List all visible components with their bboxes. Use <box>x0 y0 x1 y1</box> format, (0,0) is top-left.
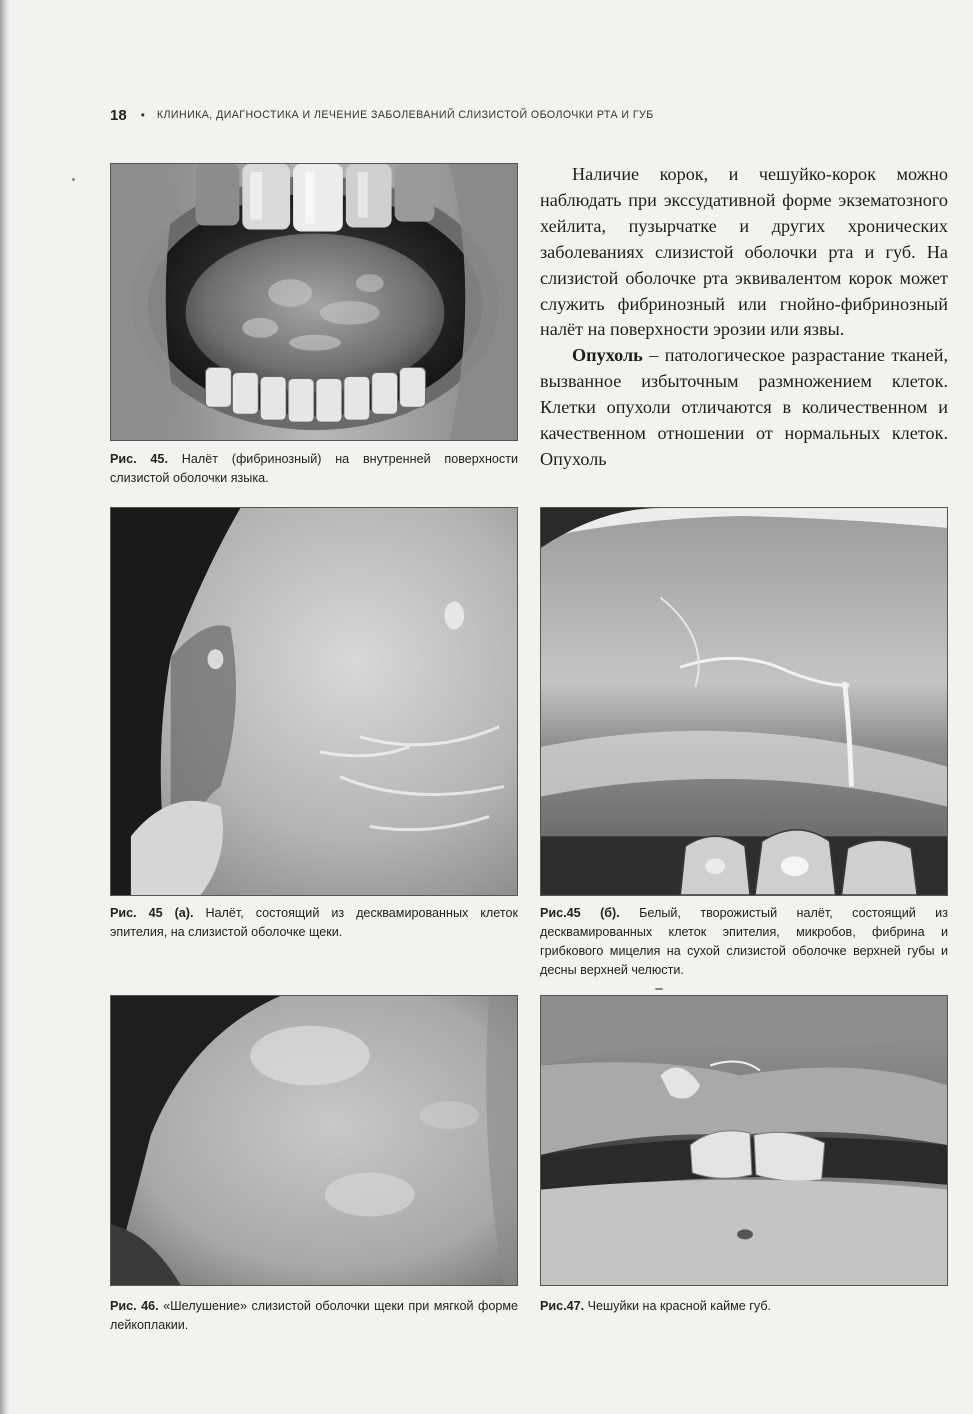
running-header <box>110 104 950 126</box>
figure-45b-label: Рис.45 (б). <box>540 906 620 920</box>
figure-46-image <box>111 996 517 1285</box>
figure-45a-text: Налёт, состоящий из десквамированных клеток эпителия, на слизистой оболочке щеки. <box>110 906 519 939</box>
figure-45a-label: Рис. 45 (а). <box>110 906 194 920</box>
figure-47-caption <box>540 1297 948 1316</box>
figure-45-text: Налёт (фибринозный) на внутренней поверхности слизистой оболочки языка. <box>110 452 519 485</box>
scan-speck <box>655 988 663 990</box>
figure-45a-caption <box>110 904 518 942</box>
body-paragraph-1: Наличие корок, и чешуйко-корок можно наблюдать при экссудативной форме экзематозного хейлита, пузырчатке и других хронических заболеваниях слизистой оболочки рта и губ. На слизистой оболочке рта эквивалентом корок может служить фибринозный или гнойно-фибринозный налёт на поверхности эрозии или язвы. <box>540 164 948 340</box>
figure-45a-photo <box>110 507 518 896</box>
figure-46-caption <box>110 1297 518 1335</box>
figure-47-label: Рис.47. <box>540 1299 585 1313</box>
figure-45b-photo <box>540 507 948 896</box>
figure-46-text: «Шелушение» слизистой оболочки щеки при мягкой форме лейкоплакии. <box>110 1299 519 1332</box>
figure-45-label: Рис. 45. <box>110 452 168 466</box>
figure-45-image <box>111 164 517 440</box>
running-title: КЛИНИКА, ДИАГНОСТИКА И ЛЕЧЕНИЕ ЗАБОЛЕВАНИЙ СЛИЗИСТОЙ ОБОЛОЧКИ РТА И ГУБ <box>156 109 654 121</box>
body-text <box>540 162 948 473</box>
figure-45-caption <box>110 450 518 488</box>
figure-45-photo <box>110 163 518 441</box>
figure-47-photo <box>540 995 948 1286</box>
body-paragraph-2 <box>540 343 948 473</box>
scan-speck <box>72 178 75 181</box>
term-tumor: Опухоль <box>572 345 643 366</box>
page-number: 18 <box>110 106 127 124</box>
figure-46-label: Рис. 46. <box>110 1299 159 1313</box>
scan-edge-shadow <box>0 0 10 1414</box>
figure-45a-image <box>111 508 517 895</box>
figure-45b-image <box>541 508 947 895</box>
header-bullet: • <box>140 108 145 122</box>
body-paragraph-2-text: – патологическое разрастание тканей, вызванное избыточным размножением клеток. Клетки опухоли отличаются в количественном и качественном отношении от нормальных клеток. Опухоль <box>540 345 948 469</box>
figure-45b-caption <box>540 904 948 980</box>
figure-47-image <box>541 996 947 1285</box>
figure-46-photo <box>110 995 518 1286</box>
figure-45b-text: Белый, творожистый налёт, состоящий из десквамированных клеток эпителия, микробов, фибрина и грибкового мицелия на сухой слизистой оболочке верхней губы и десны верхней челюсти. <box>540 906 948 977</box>
figure-47-text: Чешуйки на красной кайме губ. <box>584 1299 772 1313</box>
